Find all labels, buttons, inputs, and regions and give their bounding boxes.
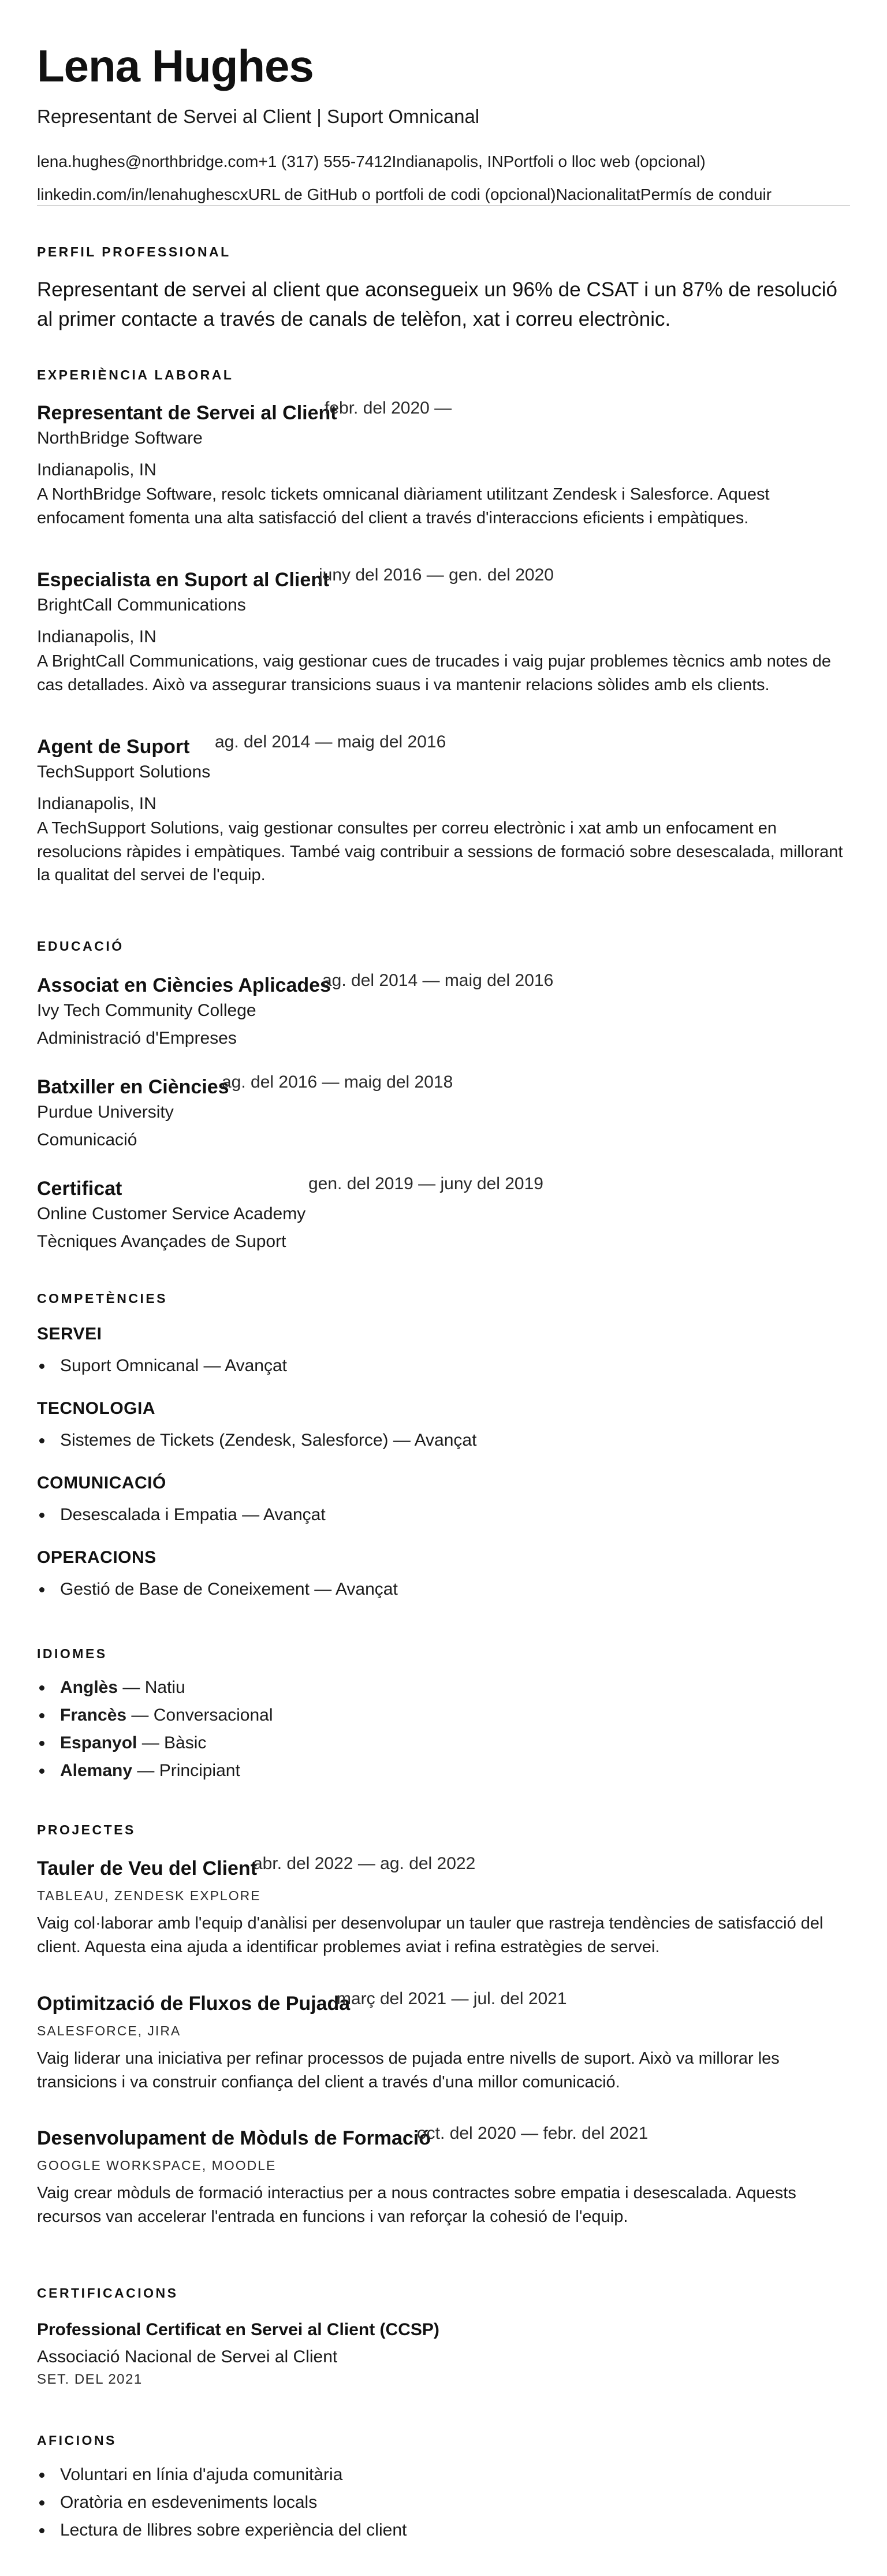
degree-date: ag. del 2014 — maig del 2016	[322, 971, 554, 990]
project-title: Tauler de Veu del Client	[37, 1857, 258, 1879]
hobby-item: Voluntari en línia d'ajuda comunitària	[60, 2463, 342, 2486]
job-description: A TechSupport Solutions, vaig gestionar consultes per correu electrònic i xat amb un enfocament en resolucions ràpides i empàtiques. També vaig contribuir a sessions de formació sobre desescalada, millorant la qualitat del servei de l'equip.	[37, 819, 843, 885]
job-location: Indianapolis, IN	[37, 627, 156, 646]
project-tech: GOOGLE WORKSPACE, MOODLE	[37, 2158, 277, 2173]
contact-linkedin[interactable]: linkedin.com/in/lenahughescx	[37, 185, 248, 203]
language-name: Espanyol	[60, 1733, 137, 1752]
skill-category: OPERACIONS	[37, 1548, 156, 1567]
certification-name: Professional Certificat en Servei al Client (CCSP)	[37, 2320, 439, 2339]
project-tech: TABLEAU, ZENDESK EXPLORE	[37, 1888, 261, 1903]
section-title-certifications: CERTIFICACIONS	[37, 2285, 178, 2300]
profile-summary: Representant de servei al client que aconsegueix un 96% de CSAT i un 87% de resolució al primer contacte a través de canals de telèfon, xat i correu electrònic.	[37, 278, 837, 330]
degree-title: Batxiller en Ciències	[37, 1076, 229, 1098]
job-description: A NorthBridge Software, resolc tickets omnicanal diàriament utilitzant Zendesk i Salesforce. Aquest enfocament fomenta una alta satisfacció del client a través d'interaccions eficients i empàtiques.	[37, 485, 770, 527]
contact-license: Permís de conduir	[640, 185, 772, 203]
language-item	[60, 1759, 240, 1782]
job-date: ag. del 2014 — maig del 2016	[215, 732, 446, 751]
job-company: NorthBridge Software	[37, 429, 203, 448]
skill-category: SERVEI	[37, 1324, 102, 1343]
skill-category: COMUNICACIÓ	[37, 1473, 166, 1492]
hobby-item: Oratòria en esdeveniments locals	[60, 2491, 317, 2514]
language-item	[60, 1732, 206, 1754]
degree-title: Certificat	[37, 1178, 122, 1200]
degree-date: ag. del 2016 — maig del 2018	[222, 1073, 453, 1092]
job-date: febr. del 2020 —	[325, 399, 452, 418]
skill-item: Desescalada i Empatia — Avançat	[60, 1503, 326, 1526]
section-title-hobbies: AFICIONS	[37, 2433, 117, 2448]
degree-field: Comunicació	[37, 1130, 137, 1149]
project-description: Vaig col·laborar amb l'equip d'anàlisi per desenvolupar un tauler que rastreja tendències de satisfacció del client. Aquesta eina ajuda a identificar problemes aviat i refina estratègies de servei.	[37, 1914, 823, 1956]
contact-email[interactable]: lena.hughes@northbridge.com	[37, 152, 259, 170]
contact-github[interactable]: URL de GitHub o portfoli de codi (opcional)	[248, 185, 556, 203]
section-title-experience: EXPERIÈNCIA LABORAL	[37, 367, 234, 382]
degree-title: Associat en Ciències Aplicades	[37, 974, 331, 996]
certification-org: Associació Nacional de Servei al Client	[37, 2347, 338, 2366]
contact-portfolio[interactable]: Portfoli o lloc web (opcional)	[503, 152, 706, 170]
job-date: juny del 2016 — gen. del 2020	[319, 565, 554, 585]
job-title: Especialista en Suport al Client	[37, 569, 330, 591]
language-item	[60, 1704, 273, 1726]
job-location: Indianapolis, IN	[37, 460, 156, 479]
job-title: Representant de Servei al Client	[37, 402, 337, 424]
contact-row-2	[37, 183, 772, 206]
project-title: Optimització de Fluxos de Pujada	[37, 1993, 351, 2015]
degree-field: Administració d'Empreses	[37, 1029, 237, 1048]
school-name: Purdue University	[37, 1103, 174, 1122]
degree-field: Tècniques Avançades de Suport	[37, 1232, 286, 1251]
project-tech: SALESFORCE, JIRA	[37, 2023, 181, 2038]
degree-date: gen. del 2019 — juny del 2019	[308, 1174, 543, 1193]
job-description: A BrightCall Communications, vaig gestionar cues de trucades i vaig pujar problemes tècnics amb notes de cas detallades. Això va assegurar transicions suaus i va mantenir relacions sòlides amb els clients.	[37, 652, 831, 694]
job-company: TechSupport Solutions	[37, 762, 211, 781]
language-level: — Natiu	[118, 1678, 185, 1697]
language-level: — Bàsic	[137, 1733, 207, 1752]
school-name: Ivy Tech Community College	[37, 1001, 256, 1020]
project-title: Desenvolupament de Mòduls de Formació	[37, 2127, 431, 2149]
section-title-education: EDUCACIÓ	[37, 939, 124, 954]
skill-item: Gestió de Base de Coneixement — Avançat	[60, 1578, 398, 1600]
hobby-item: Lectura de llibres sobre experiència del client	[60, 2519, 407, 2541]
section-title-skills: COMPETÈNCIES	[37, 1291, 168, 1306]
job-company: BrightCall Communications	[37, 595, 246, 615]
project-date: abr. del 2022 — ag. del 2022	[253, 1854, 476, 1873]
skill-category: TECNOLOGIA	[37, 1399, 155, 1418]
contact-phone[interactable]: +1 (317) 555-7412	[258, 152, 392, 170]
project-date: oct. del 2020 — febr. del 2021	[417, 2124, 649, 2143]
job-title: Agent de Suport	[37, 736, 190, 758]
project-date: març del 2021 — jul. del 2021	[337, 1989, 567, 2008]
section-title-projects: PROJECTES	[37, 1822, 136, 1837]
section-title-profile: PERFIL PROFESSIONAL	[37, 244, 231, 259]
skill-item: Sistemes de Tickets (Zendesk, Salesforce) — Avançat	[60, 1429, 476, 1451]
language-level: — Principiant	[132, 1761, 240, 1780]
contact-nationality: Nacionalitat	[556, 185, 640, 203]
section-title-languages: IDIOMES	[37, 1646, 107, 1661]
language-name: Francès	[60, 1706, 127, 1725]
language-level: — Conversacional	[126, 1706, 273, 1725]
language-item	[60, 1676, 185, 1699]
skill-item: Suport Omnicanal — Avançat	[60, 1354, 287, 1377]
project-description: Vaig liderar una iniciativa per refinar processos de pujada entre nivells de suport. Això va millorar les transicions i va construir confiança del client a través d'una millor comunicació.	[37, 2049, 780, 2091]
contact-row-1	[37, 150, 706, 173]
headline: Representant de Servei al Client | Suport Omnicanal	[37, 106, 480, 127]
language-name: Alemany	[60, 1761, 133, 1780]
certification-date: SET. DEL 2021	[37, 2372, 143, 2387]
project-description: Vaig crear mòduls de formació interactius per a nous contractes sobre empatia i desescalada. Aquests recursos van accelerar l'entrada en funcions i van reforçar la cohesió de l'equip.	[37, 2184, 796, 2226]
language-name: Anglès	[60, 1678, 118, 1697]
contact-location: Indianapolis, IN	[392, 152, 504, 170]
job-location: Indianapolis, IN	[37, 794, 156, 813]
candidate-name: Lena Hughes	[37, 40, 314, 91]
school-name: Online Customer Service Academy	[37, 1204, 306, 1223]
header-divider	[37, 205, 850, 206]
